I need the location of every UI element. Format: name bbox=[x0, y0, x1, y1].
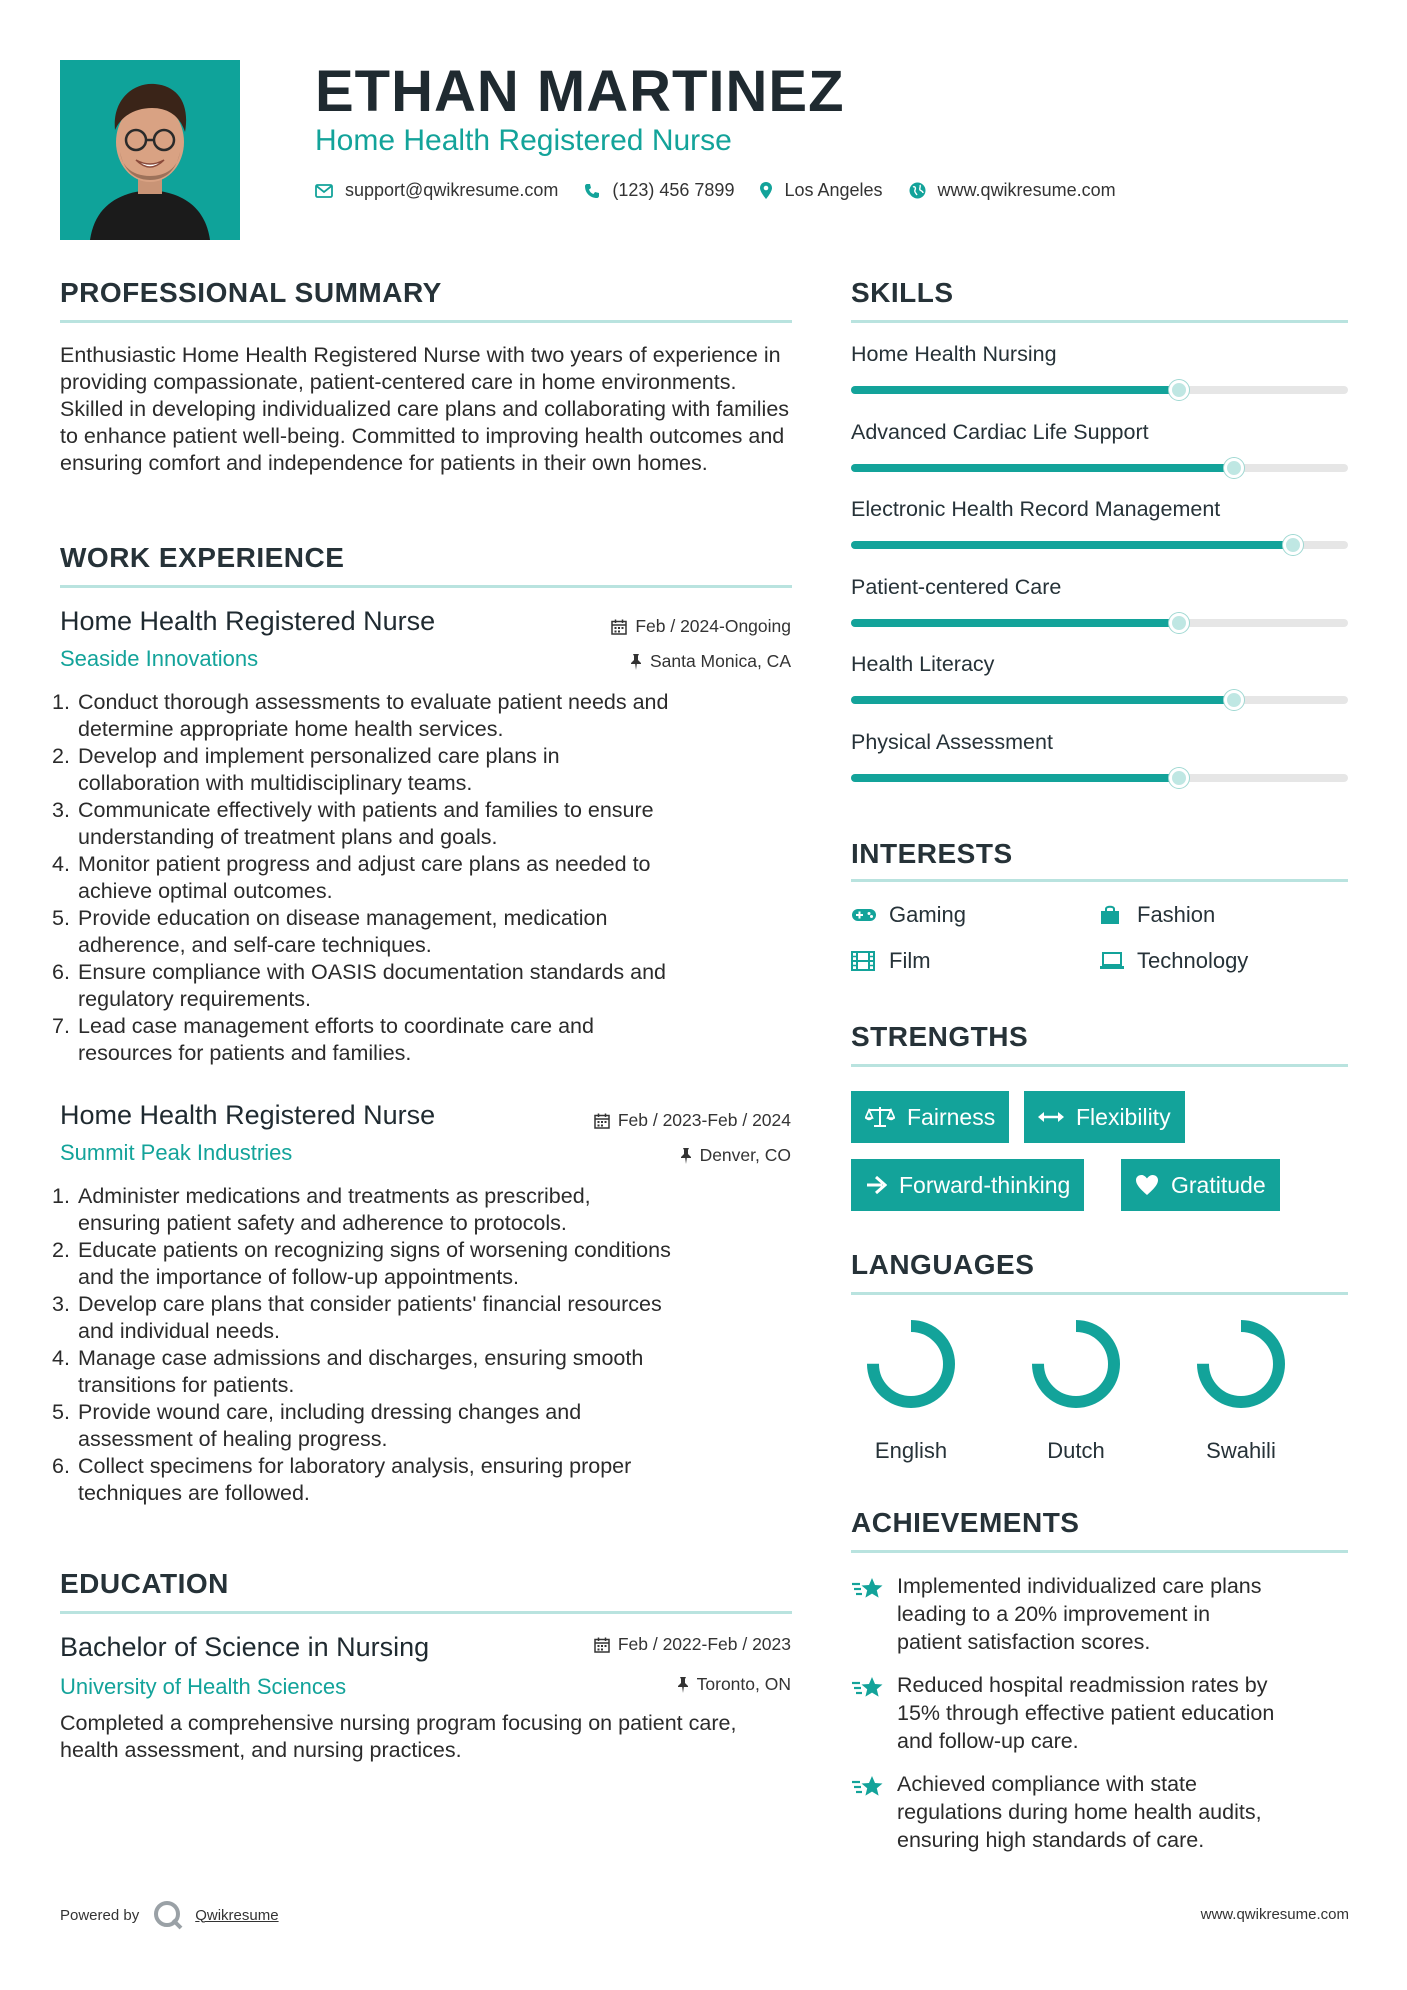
experience-divider bbox=[60, 585, 792, 588]
skill-label: Electronic Health Record Management bbox=[851, 497, 1221, 521]
strength-gratitude bbox=[1121, 1159, 1280, 1211]
bullet-item bbox=[52, 689, 797, 743]
candidate-role: Home Health Registered Nurse bbox=[315, 124, 732, 157]
calendar-icon bbox=[594, 1113, 610, 1129]
bullet-text bbox=[78, 1453, 631, 1507]
bullet-line: Provide education on disease management, medication bbox=[78, 906, 608, 930]
contact-location bbox=[760, 180, 882, 201]
job-2-date-text: Feb / 2023-Feb / 2024 bbox=[617, 1110, 791, 1130]
skill-label: Patient-centered Care bbox=[851, 574, 1062, 599]
skill-label: Advanced Cardiac Life Support bbox=[851, 419, 1149, 444]
bullet-number: 2. bbox=[52, 1238, 70, 1262]
language-label: Dutch bbox=[1047, 1438, 1105, 1463]
bullet-text bbox=[78, 1399, 581, 1453]
bullet-item bbox=[52, 1013, 797, 1067]
education-location-text: Toronto, ON bbox=[696, 1674, 791, 1694]
skill-bar-knob bbox=[1283, 535, 1303, 555]
summary-text: Enthusiastic Home Health Registered Nurse with two years of experience in providing compassionate, patient-centered care in home environments. Skilled in developing individualized care plans and collaborating with families to enhance patient well-being. Committed to improving health outcomes and ensuring comfort and independence for patients in their own homes. bbox=[60, 343, 790, 475]
contact-website[interactable] bbox=[909, 180, 1116, 201]
contact-location-text: Los Angeles bbox=[784, 180, 883, 200]
achievement-line: regulations during home health audits, bbox=[897, 1800, 1262, 1824]
pushpin-icon bbox=[680, 1148, 692, 1164]
education-degree: Bachelor of Science in Nursing bbox=[60, 1632, 430, 1662]
language-item bbox=[841, 1318, 981, 1464]
interest-film-label: Film bbox=[889, 948, 931, 973]
achievement-item bbox=[851, 1572, 1351, 1656]
achievement-line: 15% through effective patient education bbox=[897, 1701, 1275, 1725]
achievement-line: and follow-up care. bbox=[897, 1729, 1079, 1753]
bullet-number: 4. bbox=[52, 852, 70, 876]
globe-icon bbox=[909, 182, 926, 199]
skill-bar bbox=[851, 541, 1348, 549]
skill-label: Home Health Nursing bbox=[851, 342, 1057, 366]
bullet-text bbox=[78, 1291, 662, 1345]
bullet-item bbox=[52, 743, 797, 797]
strengths-heading: STRENGTHS bbox=[851, 1021, 1029, 1052]
interest-gaming bbox=[851, 902, 966, 928]
bullet-text bbox=[78, 743, 560, 797]
experience-heading: WORK EXPERIENCE bbox=[60, 542, 345, 573]
bullet-line: Collect specimens for laboratory analysis, ensuring proper bbox=[78, 1454, 632, 1478]
skill-bar bbox=[851, 386, 1348, 394]
bullet-line: achieve optimal outcomes. bbox=[78, 879, 333, 903]
achievement-line: patient satisfaction scores. bbox=[897, 1630, 1151, 1654]
heart-icon bbox=[1135, 1174, 1159, 1196]
arrow-right-icon bbox=[865, 1175, 887, 1195]
bullet-number: 4. bbox=[52, 1346, 70, 1370]
achievement-line: Implemented individualized care plans bbox=[897, 1574, 1262, 1598]
pushpin-icon bbox=[677, 1677, 689, 1693]
strength-flexibility bbox=[1024, 1091, 1185, 1143]
skill-bar-fill bbox=[851, 696, 1234, 704]
bullet-item bbox=[52, 1399, 797, 1453]
map-pin-icon bbox=[760, 182, 772, 199]
summary-heading: PROFESSIONAL SUMMARY bbox=[60, 277, 442, 308]
language-ring bbox=[1195, 1318, 1287, 1410]
achievement-text bbox=[897, 1572, 1262, 1656]
language-item bbox=[1006, 1318, 1146, 1464]
shooting-star-icon bbox=[851, 1770, 897, 1854]
bullet-item bbox=[52, 1237, 797, 1291]
bullet-line: assessment of healing progress. bbox=[78, 1427, 388, 1451]
language-label: English bbox=[874, 1438, 948, 1463]
bullet-line: Monitor patient progress and adjust care plans as needed to bbox=[78, 852, 651, 876]
bullet-line: and the importance of follow-up appointments. bbox=[78, 1265, 520, 1289]
bullet-line: Develop and implement personalized care plans in bbox=[78, 744, 560, 768]
interest-technology-label: Technology bbox=[1137, 948, 1249, 973]
achievement-line: ensuring high standards of care. bbox=[897, 1828, 1205, 1852]
job-1-bullets bbox=[52, 689, 797, 1067]
achievements-divider bbox=[851, 1550, 1348, 1553]
bullet-line: determine appropriate home health services. bbox=[78, 717, 504, 741]
bullet-line: Conduct thorough assessments to evaluate patient needs and bbox=[78, 690, 669, 714]
achievement-text bbox=[897, 1671, 1274, 1755]
contact-bar bbox=[315, 180, 1142, 201]
bullet-text bbox=[78, 1345, 643, 1399]
language-item bbox=[1171, 1318, 1311, 1464]
candidate-name: ETHAN MARTINEZ bbox=[315, 59, 845, 124]
skill-bar bbox=[851, 696, 1348, 704]
bullet-line: Lead case management efforts to coordinate care and bbox=[78, 1014, 594, 1038]
interests-heading: INTERESTS bbox=[851, 838, 1013, 869]
bullet-line: Manage case admissions and discharges, ensuring smooth bbox=[78, 1346, 644, 1370]
shooting-star-icon bbox=[851, 1671, 897, 1755]
language-label: Swahili bbox=[1206, 1438, 1276, 1463]
job-2-bullets bbox=[52, 1183, 797, 1507]
skill-bar-fill bbox=[851, 464, 1234, 472]
interests-divider bbox=[851, 879, 1348, 882]
languages-heading: LANGUAGES bbox=[851, 1249, 1035, 1280]
arrows-horizontal-icon bbox=[1038, 1110, 1064, 1124]
bullet-number: 7. bbox=[52, 1014, 70, 1038]
skill-bar-knob bbox=[1169, 380, 1189, 400]
education-heading: EDUCATION bbox=[60, 1568, 229, 1599]
interest-fashion-label: Fashion bbox=[1137, 902, 1216, 927]
strength-gratitude-label: Gratitude bbox=[1171, 1171, 1266, 1198]
laptop-icon bbox=[1099, 952, 1125, 970]
bullet-line: Educate patients on recognizing signs of worsening conditions bbox=[78, 1238, 671, 1262]
language-ring bbox=[1030, 1318, 1122, 1410]
bullet-number: 1. bbox=[52, 1184, 70, 1208]
job-1-date bbox=[611, 616, 791, 637]
achievement-line: Reduced hospital readmission rates by bbox=[897, 1673, 1268, 1697]
bullet-text bbox=[78, 959, 666, 1013]
bullet-number: 1. bbox=[52, 690, 70, 714]
contact-phone[interactable] bbox=[584, 180, 734, 201]
education-location bbox=[677, 1674, 791, 1695]
education-description: Completed a comprehensive nursing program focusing on patient care, health assessment, and nursing practices. bbox=[60, 1711, 737, 1762]
bullet-item bbox=[52, 851, 797, 905]
strength-forward-thinking bbox=[851, 1159, 1084, 1211]
bullet-line: Ensure compliance with OASIS documentation standards and bbox=[78, 960, 666, 984]
education-school: University of Health Sciences bbox=[60, 1674, 347, 1699]
bullet-text bbox=[78, 1013, 594, 1067]
achievement-item bbox=[851, 1671, 1351, 1755]
skills-divider bbox=[851, 320, 1348, 323]
pushpin-icon bbox=[630, 654, 642, 670]
bullet-line: understanding of treatment plans and goals. bbox=[78, 825, 498, 849]
bullet-item bbox=[52, 1183, 797, 1237]
bullet-text bbox=[78, 689, 668, 743]
bullet-item bbox=[52, 905, 797, 959]
bullet-text bbox=[78, 851, 651, 905]
calendar-icon bbox=[611, 619, 627, 635]
bullet-line: ensuring patient safety and adherence to protocols. bbox=[78, 1211, 567, 1235]
skill-bar-fill bbox=[851, 541, 1293, 549]
bullet-text bbox=[78, 797, 654, 851]
interest-gaming-label: Gaming bbox=[889, 902, 967, 927]
bullet-line: collaboration with multidisciplinary teams. bbox=[78, 771, 473, 795]
skill-bar bbox=[851, 774, 1348, 782]
job-1-company: Seaside Innovations bbox=[60, 646, 259, 671]
bullet-item bbox=[52, 1345, 797, 1399]
skill-bar-fill bbox=[851, 386, 1179, 394]
education-date bbox=[594, 1634, 791, 1655]
education-date-text: Feb / 2022-Feb / 2023 bbox=[617, 1634, 791, 1654]
footer-url[interactable]: www.qwikresume.com bbox=[1200, 1906, 1349, 1923]
achievement-text bbox=[897, 1770, 1262, 1854]
bullet-number: 5. bbox=[52, 906, 70, 930]
bullet-line: and individual needs. bbox=[78, 1319, 281, 1343]
job-1-title: Home Health Registered Nurse bbox=[60, 606, 436, 636]
gamepad-icon bbox=[851, 907, 877, 923]
job-2-location-text: Denver, CO bbox=[699, 1145, 791, 1165]
languages-divider bbox=[851, 1292, 1348, 1295]
bullet-line: adherence, and self-care techniques. bbox=[78, 933, 432, 957]
envelope-icon bbox=[315, 184, 333, 198]
bullet-line: resources for patients and families. bbox=[78, 1041, 412, 1065]
job-1-location bbox=[630, 651, 791, 672]
balance-scale-icon bbox=[865, 1105, 895, 1129]
shopping-bag-icon bbox=[1099, 904, 1125, 926]
bullet-number: 3. bbox=[52, 1292, 70, 1316]
achievement-line: Achieved compliance with state bbox=[897, 1772, 1197, 1796]
phone-icon bbox=[584, 183, 600, 199]
interest-fashion bbox=[1099, 902, 1215, 928]
footer-brand-link[interactable]: Qwikresume bbox=[195, 1906, 279, 1924]
interest-film bbox=[851, 948, 931, 974]
summary-divider bbox=[60, 320, 792, 323]
education-divider bbox=[60, 1611, 792, 1614]
job-2-title: Home Health Registered Nurse bbox=[60, 1100, 436, 1130]
shooting-star-icon bbox=[851, 1572, 897, 1656]
strength-fairness-label: Fairness bbox=[907, 1103, 996, 1130]
contact-phone-text: (123) 456 7899 bbox=[612, 180, 735, 200]
bullet-line: Provide wound care, including dressing changes and bbox=[78, 1400, 582, 1424]
skill-bar-fill bbox=[851, 619, 1179, 627]
bullet-text bbox=[78, 905, 607, 959]
contact-email-text: support@qwikresume.com bbox=[345, 180, 559, 200]
skill-bar-fill bbox=[851, 774, 1179, 782]
skill-bar-knob bbox=[1224, 458, 1244, 478]
bullet-number: 5. bbox=[52, 1400, 70, 1424]
language-ring bbox=[865, 1318, 957, 1410]
skill-bar-knob bbox=[1224, 690, 1244, 710]
strength-fairness bbox=[851, 1091, 1009, 1143]
contact-website-text: www.qwikresume.com bbox=[937, 180, 1116, 200]
skills-heading: SKILLS bbox=[851, 277, 954, 308]
profile-photo bbox=[60, 60, 240, 240]
bullet-number: 2. bbox=[52, 744, 70, 768]
bullet-line: Communicate effectively with patients and families to ensure bbox=[78, 798, 654, 822]
bullet-item bbox=[52, 959, 797, 1013]
job-1-date-text: Feb / 2024-Ongoing bbox=[635, 616, 791, 636]
bullet-text bbox=[78, 1183, 591, 1237]
bullet-item bbox=[52, 1291, 797, 1345]
footer-powered-by-text: Powered by bbox=[60, 1906, 140, 1924]
bullet-item bbox=[52, 797, 797, 851]
bullet-number: 6. bbox=[52, 1454, 70, 1478]
strength-flexibility-label: Flexibility bbox=[1076, 1103, 1171, 1130]
bullet-number: 6. bbox=[52, 960, 70, 984]
skill-label: Health Literacy bbox=[851, 652, 995, 676]
skill-bar-knob bbox=[1169, 613, 1189, 633]
bullet-line: transitions for patients. bbox=[78, 1373, 295, 1397]
film-icon bbox=[851, 951, 877, 971]
bullet-line: regulatory requirements. bbox=[78, 987, 312, 1011]
calendar-icon bbox=[594, 1637, 610, 1653]
bullet-line: Develop care plans that consider patients' financial resources bbox=[78, 1292, 662, 1316]
contact-email[interactable] bbox=[315, 180, 558, 201]
footer-powered-by bbox=[60, 1900, 279, 1930]
bullet-line: Administer medications and treatments as prescribed, bbox=[78, 1184, 591, 1208]
bullet-line: techniques are followed. bbox=[78, 1481, 310, 1505]
skill-bar bbox=[851, 619, 1348, 627]
bullet-text bbox=[78, 1237, 671, 1291]
bullet-item bbox=[52, 1453, 797, 1507]
job-2-company: Summit Peak Industries bbox=[60, 1140, 293, 1165]
job-2-location bbox=[680, 1145, 791, 1166]
skill-bar-knob bbox=[1169, 768, 1189, 788]
achievement-line: leading to a 20% improvement in bbox=[897, 1602, 1211, 1626]
job-2-date bbox=[594, 1110, 791, 1131]
interest-technology bbox=[1099, 948, 1248, 974]
achievement-item bbox=[851, 1770, 1351, 1854]
job-1-location-text: Santa Monica, CA bbox=[649, 651, 791, 671]
skill-bar bbox=[851, 464, 1348, 472]
skill-label: Physical Assessment bbox=[851, 729, 1053, 754]
qwikresume-logo-icon bbox=[153, 1900, 183, 1930]
strength-forward-thinking-label: Forward-thinking bbox=[899, 1171, 1071, 1198]
bullet-number: 3. bbox=[52, 798, 70, 822]
achievements-heading: ACHIEVEMENTS bbox=[851, 1507, 1080, 1538]
strengths-divider bbox=[851, 1064, 1348, 1067]
